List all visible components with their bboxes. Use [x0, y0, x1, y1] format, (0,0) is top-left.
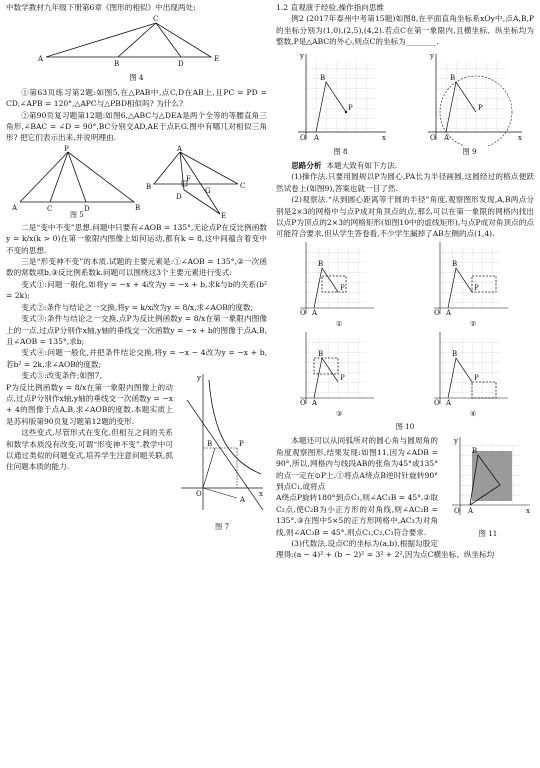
para-er: 二是“变中不变”思想.问题中只要有∠AOB = 135°,无论点P在反比例函数y = k/x(k > 0)在第一象限内图像上如何运动,都有k = 8,这中间蕴含着变中不变的思想.	[6, 222, 267, 255]
fig11-label-o: O	[454, 507, 460, 516]
fig5-caption: 图 5	[70, 210, 84, 218]
fig9-caption: 图 9	[462, 146, 477, 156]
fig10-4-a: A	[446, 398, 452, 407]
fig6-label-f: F	[186, 174, 191, 183]
fig7-label-y: y	[197, 374, 201, 383]
method-1: (1)操作法.只要用圆规以P为圆心,PA长为半径画圆,这圆经过的格点便跃然试卷上(如图9),答案也就一目了然.	[276, 172, 534, 193]
fig6-label-d: D	[176, 192, 182, 201]
fig4-lines	[46, 23, 211, 57]
fig9-label-o: O	[430, 133, 436, 142]
fig10-4-b: B	[452, 349, 458, 358]
fig10-2-a: A	[446, 308, 452, 317]
fig4-label-a: A	[38, 55, 44, 64]
fig11-label-a: A	[468, 507, 474, 516]
figure-7	[177, 370, 267, 520]
fig11-label-x: x	[526, 507, 530, 516]
fig7-label-b: B	[207, 440, 213, 449]
fig10-sub-3	[300, 332, 374, 407]
fig5-label-d: D	[84, 204, 90, 213]
fig4-label-e: E	[214, 55, 220, 64]
method-4: (3)代数法.设点C的坐标为(a,b),根据勾股定理得:(a − 4)² + (b − 2)² = 3² + 2²,因为点C横坐标、纵坐标均	[276, 538, 495, 560]
figures-5-6	[6, 144, 267, 218]
figure-10	[276, 240, 534, 420]
figure-4	[6, 13, 267, 71]
fig10-3-a: A	[312, 398, 318, 407]
fig10-4-o: O	[434, 398, 440, 407]
method-3-b: A绕点P旋转180°到点C₁,则∠AC₁B = 45°.②取C₂点,使C₂B为小正方形的对角线,则∠AC₂B = 135°.③在图中5×5的正方形网格中,AC₃为对角线,则∠AC₃B = 45°.则点C₁,C₂,C₃符合要求.	[276, 493, 438, 537]
fig10-3-p: P	[340, 373, 345, 382]
figure-11-wrap	[442, 435, 534, 542]
para-san: 三是“形变神不变”的本质.试题的主要元素是:①∠AOB = 135°,②一次函数的常数项b,③反比例系数k.问题可以围绕这3个主要元素进行变式:	[6, 257, 267, 278]
method-3-a: 本题还可以从同弧所对的圆心角与圆周角的角度观察图形,结果发现:如图11,因为∠ADB = 90°,所以,网格内与线段AB的张角为45°或135°的点一定在⊙P上.①将点A绕点B逆时针旋转90°到点C₁,或将点	[276, 436, 438, 491]
fig9-label-y: y	[430, 51, 434, 60]
fig10-sub-4	[434, 332, 508, 407]
fig9-label-b: B	[450, 73, 456, 82]
fig4-line-cd	[156, 23, 181, 57]
variant-2: 变式②:条件与结论之一交换,将y = k/x改为y = 8/x,求∠AOB的度数;	[21, 302, 254, 312]
fig10-sub-label-4: ④	[470, 409, 477, 418]
fig10-sub-label-1: ①	[336, 319, 343, 328]
fig4-line-cb	[118, 23, 156, 57]
left-column	[6, 2, 267, 536]
figure-11	[442, 435, 534, 527]
fig8-label-x: x	[382, 133, 386, 142]
figure-8	[298, 52, 386, 142]
fig4-label-d: D	[178, 60, 184, 69]
example-2: 例2 (2017年泰州中考第15题)如图8,在平面直角坐标系xOy中,点A,B,P的坐标分别为(1,0),(2,5),(4,2).若点C在第一象限内,且横坐标、纵坐标均为整数,P是△ABC的外心,则点C的坐标为________.	[276, 14, 534, 47]
fig10-sub-1	[300, 242, 374, 317]
fig8-label-b: B	[320, 73, 326, 82]
fig8-label-y: y	[300, 51, 304, 60]
fig10-sub-label-2: ②	[470, 319, 477, 328]
top-line: 中数学教材九年级下册第6章《图形的相似》中出现两处:	[6, 3, 196, 12]
fig10-1-b: B	[318, 259, 324, 268]
variant-1: 变式①:问题一般化,如将y = −x + 4改为y = −x + b,求k与b的关系(b² = 2k);	[6, 279, 267, 301]
fig7-label-a: A	[240, 496, 246, 505]
fig10-2-b: B	[452, 259, 458, 268]
fig10-3-b: B	[318, 349, 324, 358]
fig5-label-p: P	[64, 144, 69, 153]
figure-6	[146, 145, 245, 218]
fig10-2-p: P	[474, 283, 479, 292]
fig7-label-x: x	[259, 490, 263, 499]
fig10-3-o: O	[300, 398, 306, 407]
figure-5	[11, 145, 140, 213]
fig7-caption: 图 7	[214, 522, 230, 532]
figure-7-wrap	[177, 370, 267, 535]
right-column	[276, 2, 534, 561]
fig9-label-x: x	[518, 133, 522, 142]
fig11-label-b: B	[472, 447, 478, 456]
figures-8-9	[276, 48, 534, 146]
fig10-2-o: O	[434, 308, 440, 317]
fig5-label-a: A	[12, 203, 18, 212]
fig10-1-o: O	[300, 308, 306, 317]
fig5-label-b: B	[135, 203, 141, 212]
variant-4: 变式④:问题一般化,并把条件结论交换,将y = −x − 4改为y = −x + b,若b² = 2k,求∠AOB的度数;	[6, 348, 267, 369]
fig11-label-y: y	[454, 437, 458, 446]
fig10-1-p: P	[340, 283, 345, 292]
fig8-label-a: A	[314, 133, 320, 142]
fig7-label-o: O	[196, 490, 202, 499]
variant-5-head: 变式⑤:改变条件;如图7,	[21, 371, 102, 381]
fig6-label-c: C	[240, 181, 246, 190]
fig4-caption: 图 4	[129, 73, 144, 83]
fig8-caption: 图 8	[333, 146, 348, 156]
closing-paragraph: 这些变式,尽管形式在变化,但相互之间的关系和数学本质没有改变,可谓“形变神不变”.教学中可以通过类似的问题变式,培养学生注意问题关联,抓住问题本质的能力.	[6, 428, 173, 472]
fig7-label-p: P	[239, 440, 244, 449]
item-2: ②第90页复习题第12题:如图6,△ABC与△DEA是两个全等的等腰直角三角形,∠BAC = ∠D = 90°,BC分别交AD,AE于点F,G.图中有哪几对相似三角形? 把它们表示出来,并说明理由.	[6, 110, 267, 143]
fig8-label-o: O	[300, 133, 306, 142]
variant-3: 变式③:条件与结论之一交换,点P为反比例函数y = 8/x在第一象限内图像上的一点,过点P分别作x轴,y轴的垂线交一次函数y = −x + b的图像于点A,B,且∠AOB = 135°,求b;	[6, 314, 267, 346]
fig8-label-p: P	[348, 103, 353, 112]
fig5-label-c: C	[47, 204, 53, 213]
fig6-label-g: G	[205, 186, 211, 195]
fig10-sub-label-3: ③	[336, 409, 343, 418]
fig10-caption: 图 10	[395, 421, 415, 431]
figure-9	[428, 52, 522, 146]
fig9-label-a: A	[444, 133, 450, 142]
item-1: ①第63页练习第2题:如图5,在△PAB中,点C,D在AB上,且PC = PD = CD,∠APB = 120°,△APC与△PBD相似吗? 为什么?	[6, 87, 267, 109]
fig10-sub-2	[434, 242, 508, 317]
fig6-label-e: E	[221, 211, 227, 218]
fig10-1-a: A	[312, 308, 318, 317]
variant-5-body: P为反比例函数y = 8/x在第一象限内图像上的动点,过点P分别作x轴,y轴的垂线交一次函数y = −x + 4的图像于点A,B,求∠AOB的度数.本题实质上是苏科版第90页复习题第12题的变形.	[6, 382, 173, 426]
method-2: (2)观察法.“从到圆心距离等于圆的半径”角度,观察图形发现,A,B两点分别是2×3的网格中与点P成对角顶点的点,那么可以在第一象限的网格内找出以点P为顶点的2×3的网格矩形(如图10中的虚线矩形),与点P成对角顶点的点可能符合要求,但从学生答卷看,不少学生漏掉了AB左侧的点(1,4).	[276, 195, 534, 239]
fig4-label-c: C	[153, 15, 159, 24]
think-head: 思路分析	[291, 161, 322, 171]
fig11-caption: 图 11	[478, 529, 498, 539]
fig4-label-b: B	[114, 60, 120, 69]
fig10-4-p: P	[474, 373, 479, 382]
section-heading: 1.2 直观演于经验,操作指向思维	[276, 3, 385, 12]
fig6-label-b: B	[146, 182, 152, 191]
fig9-label-p: P	[478, 103, 483, 112]
fig6-label-a: A	[177, 144, 183, 153]
think-body: 本题大致有如下方法.	[326, 161, 398, 171]
